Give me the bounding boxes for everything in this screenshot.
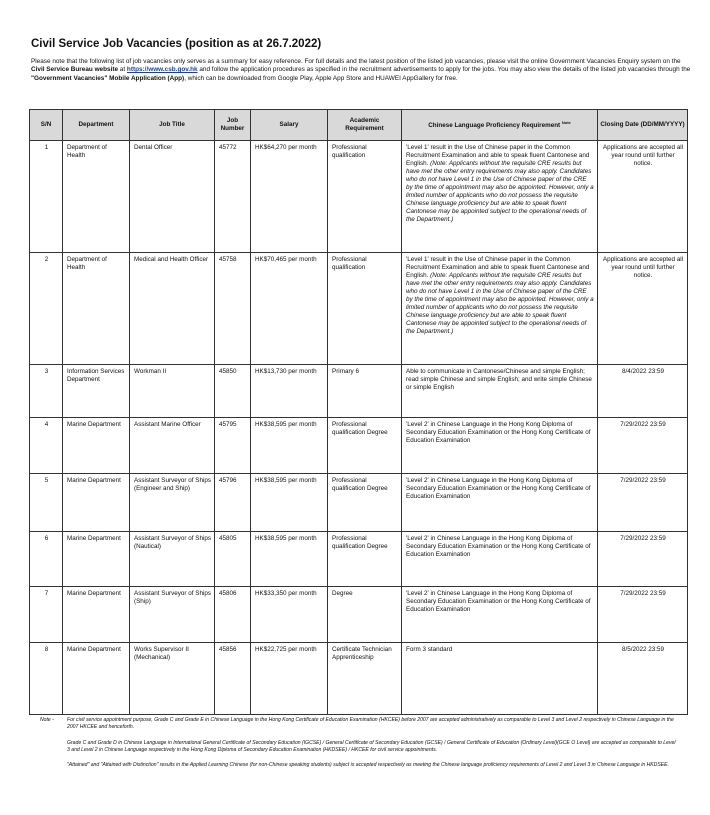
cell-job-number: 45806 [215, 587, 251, 643]
chinese-requirement-note: (Note: Applicants without the requisite CRE results but have met the other entry requirements may also apply. Candidates who do not have Level 1 in the Use of Chinese paper of the CRE by the time of appointment may also be appointed. However, only a limited number of applicants who do not possess the requisite Chinese language proficiency but are able to speak fluent Cantonese may be appointed subject to the operational needs of the Department.) [406, 160, 594, 223]
cell-closing-date: Applications are accepted all year round until further notice. [598, 253, 688, 365]
cell-chinese-requirement [402, 253, 598, 365]
cell-job-title: Assistant Surveyor of Ships (Engineer and Ship) [130, 474, 215, 532]
cell-salary: HK$38,595 per month [251, 532, 328, 587]
cell-salary: HK$33,350 per month [251, 587, 328, 643]
intro-text-1: Please note that the following list of job vacancies only serves as a summary for easy reference. For full details and the latest position of the listed job vacancies, please visit the online Government Vacancies Enquiry system on the [31, 58, 681, 65]
csb-url-link[interactable]: https://www.csb.gov.hk [126, 66, 198, 74]
table-row [30, 474, 688, 532]
header-salary: Salary [251, 110, 328, 141]
cell-job-number: 45796 [215, 474, 251, 532]
cell-academic: Certificate Technician Apprenticeship [328, 643, 402, 715]
cell-department: Information Services Department [63, 365, 130, 418]
cell-chinese-requirement [402, 141, 598, 253]
cell-department: Marine Department [63, 418, 130, 474]
csb-website-label: Civil Service Bureau website [31, 66, 119, 74]
cell-job-title: Medical and Health Officer [130, 253, 215, 365]
table-row [30, 365, 688, 418]
job-vacancies-table [29, 109, 688, 715]
cell-chinese-requirement [402, 474, 598, 532]
note-1: For civil service appointment purpose, Grade C and Grade E in Chinese Language in the Hong Kong Certificate of Education Examination (HKCEE) before 2007 are accepted administratively as comparable to Level 3 and Level 2 respectively in Chinese Language in the 2007 HKCEE and henceforth. [67, 717, 674, 730]
cell-salary: HK$64,270 per month [251, 141, 328, 253]
cell-department: Marine Department [63, 532, 130, 587]
chinese-requirement-text: 'Level 2' in Chinese Language in the Hong Kong Diploma of Secondary Education Examination or the Hong Kong Certificate of Education Examination [406, 421, 591, 444]
cell-sn: 7 [30, 587, 63, 643]
chinese-requirement-text: 'Level 2' in Chinese Language in the Hong Kong Diploma of Secondary Education Examination or the Hong Kong Certificate of Education Examination [406, 590, 591, 613]
cell-job-number: 45758 [215, 253, 251, 365]
cell-job-number: 45795 [215, 418, 251, 474]
table-row [30, 643, 688, 715]
cell-salary: HK$22,725 per month [251, 643, 328, 715]
cell-department: Department of Health [63, 253, 130, 365]
page-title: Civil Service Job Vacancies (position as at 26.7.2022) [31, 38, 322, 50]
chinese-requirement-text: 'Level 1' result in the Use of Chinese paper in the Common Recruitment Examination and able to speak fluent Cantonese and English. [406, 256, 590, 279]
intro-paragraph [31, 58, 691, 83]
note-2: Grade C and Grade D in Chinese Language in International General Certificate of Secondary Education (IGCSE) / General Certificate of Secondary Education (GCSE) / General Certificate of Education (Ordinary Level)(GCE O Level) are accepted as comparable to Level 3 and Level 2 in Chinese Language respectively in the Hong Kong Diploma of Secondary Education Examination (HKDSEE) / HKCEE for civil service appointments. [67, 740, 676, 753]
intro-text-3: , which can be downloaded from Google Play, Apple App Store and HUAWEI AppGallery for free. [184, 74, 458, 82]
chinese-requirement-note: (Note: Applicants without the requisite CRE results but have met the other entry requirements may also apply. Candidates who do not have Level 1 in the Use of Chinese paper of the CRE by the time of appointment may also be appointed. However, only a limited number of applicants who do not possess the requisite Chinese language proficiency but are able to speak fluent Cantonese may be appointed subject to the operational needs of the Department.) [406, 272, 594, 335]
cell-sn: 1 [30, 141, 63, 253]
note-label: Note - [40, 717, 54, 723]
table-row [30, 141, 688, 253]
cell-sn: 4 [30, 418, 63, 474]
intro-text-2: and follow the application procedures as specified in the recruitment advertisements to apply for the jobs. You may also view the details of the listed job vacancies through the [197, 66, 691, 74]
cell-chinese-requirement [402, 365, 598, 418]
cell-job-title: Assistant Marine Officer [130, 418, 215, 474]
chinese-requirement-text: 'Level 2' in Chinese Language in the Hong Kong Diploma of Secondary Education Examination or the Hong Kong Certificate of Education Examination [406, 477, 591, 500]
cell-job-number: 45856 [215, 643, 251, 715]
cell-department: Department of Health [63, 141, 130, 253]
cell-job-title: Assistant Surveyor of Ships (Nautical) [130, 532, 215, 587]
cell-academic: Primary 6 [328, 365, 402, 418]
intro-text-at: at [118, 66, 127, 74]
cell-department: Marine Department [63, 587, 130, 643]
cell-academic: Professional qualification Degree [328, 474, 402, 532]
cell-sn: 8 [30, 643, 63, 715]
header-sn: S/N [30, 110, 63, 141]
chinese-requirement-text: 'Level 2' in Chinese Language in the Hong Kong Diploma of Secondary Education Examination or the Hong Kong Certificate of Education Examination [406, 535, 591, 558]
cell-sn: 5 [30, 474, 63, 532]
table-header-row [30, 110, 688, 141]
cell-job-number: 45805 [215, 532, 251, 587]
cell-academic: Professional qualification [328, 253, 402, 365]
cell-job-title: Assistant Surveyor of Ships (Ship) [130, 587, 215, 643]
cell-job-title: Works Supervisor II (Mechanical) [130, 643, 215, 715]
cell-academic: Degree [328, 587, 402, 643]
header-academic: Academic Requirement [328, 110, 402, 141]
cell-department: Marine Department [63, 474, 130, 532]
table-row [30, 532, 688, 587]
table-row [30, 253, 688, 365]
cell-closing-date: 8/5/2022 23:59 [598, 643, 688, 715]
cell-closing-date: 8/4/2022 23:59 [598, 365, 688, 418]
cell-closing-date: 7/29/2022 23:59 [598, 532, 688, 587]
cell-salary: HK$38,595 per month [251, 418, 328, 474]
cell-sn: 2 [30, 253, 63, 365]
cell-closing-date: 7/29/2022 23:59 [598, 474, 688, 532]
header-chinese-note: Note [561, 120, 571, 126]
cell-salary: HK$70,465 per month [251, 253, 328, 365]
table-row [30, 587, 688, 643]
header-closing-date: Closing Date (DD/MM/YYYY) [598, 110, 688, 141]
header-chinese-label: Chinese Language Proficiency Requirement [428, 122, 561, 130]
cell-chinese-requirement [402, 532, 598, 587]
cell-sn: 6 [30, 532, 63, 587]
note-3: "Attained" and "Attained with Distinction" results in the Applied Learning Chinese (for non-Chinese speaking students) subject is accepted respectively as meeting the Chinese language proficiency requirements of Level 2 and Level 3 in Chinese Language in HKDSEE. [67, 762, 669, 768]
cell-closing-date: Applications are accepted all year round until further notice. [598, 141, 688, 253]
chinese-requirement-text: 'Level 1' result in the Use of Chinese paper in the Common Recruitment Examination and able to speak fluent Cantonese and English. [406, 144, 590, 167]
chinese-requirement-text: Able to communicate in Cantonese/Chinese and simple English; read simple Chinese and simple English; and write simple Chinese or simple English [406, 368, 592, 391]
cell-academic: Professional qualification Degree [328, 532, 402, 587]
header-job-number: Job Number [215, 110, 251, 141]
cell-job-title: Dental Officer [130, 141, 215, 253]
cell-job-number: 45850 [215, 365, 251, 418]
app-name: "Government Vacancies" Mobile Application (App) [31, 74, 185, 82]
header-department: Department [63, 110, 130, 141]
cell-salary: HK$38,595 per month [251, 474, 328, 532]
table-row [30, 418, 688, 474]
cell-chinese-requirement [402, 643, 598, 715]
header-job-title: Job Title [130, 110, 215, 141]
cell-salary: HK$13,730 per month [251, 365, 328, 418]
cell-chinese-requirement [402, 418, 598, 474]
cell-department: Marine Department [63, 643, 130, 715]
cell-job-title: Workman II [130, 365, 215, 418]
cell-chinese-requirement [402, 587, 598, 643]
cell-academic: Professional qualification Degree [328, 418, 402, 474]
cell-sn: 3 [30, 365, 63, 418]
chinese-requirement-text: Form 3 standard [406, 646, 453, 653]
cell-academic: Professional qualification [328, 141, 402, 253]
header-chinese [402, 110, 598, 141]
cell-job-number: 45772 [215, 141, 251, 253]
cell-closing-date: 7/29/2022 23:59 [598, 587, 688, 643]
cell-closing-date: 7/29/2022 23:59 [598, 418, 688, 474]
